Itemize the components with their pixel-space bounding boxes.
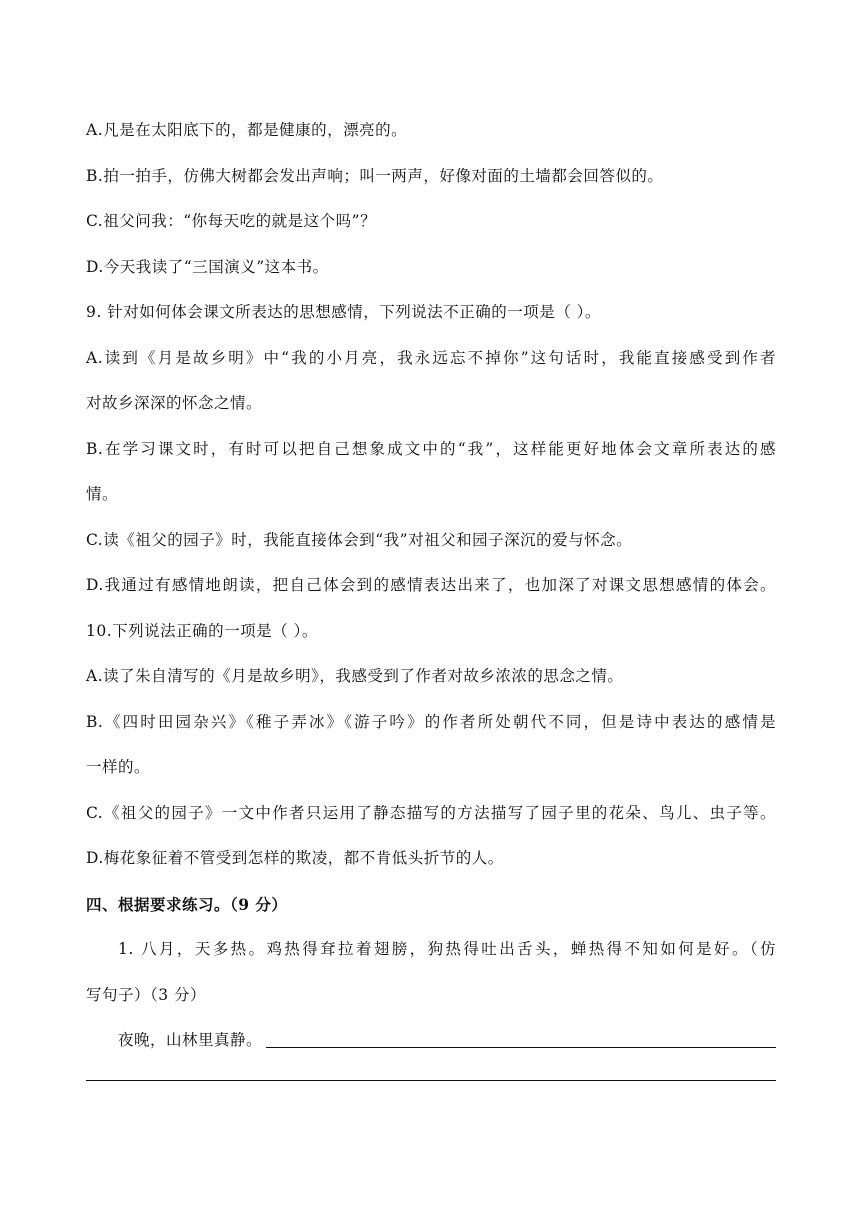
q10-option-c: C.《祖父的园子》一文中作者只运用了静态描写的方法描写了园子里的花朵、鸟儿、虫子等。 (86, 803, 776, 822)
q10-option-b-line1: B.《四时田园杂兴》《稚子弄冰》《游子吟》的作者所处朝代不同，但是诗中表达的感情是 (86, 712, 776, 731)
document-page (86, 108, 776, 1064)
q9-option-c: C.读《祖父的园子》时，我能直接体会到“我”对祖父和园子深沉的爱与怀念。 (86, 530, 633, 549)
q9-option-b-line1: B.在学习课文时，有时可以把自己想象成文中的“我”，这样能更好地体会文章所表达的感 (86, 439, 776, 458)
q9-option-a-line2: 对故乡深深的怀念之情。 (86, 394, 263, 412)
section-4-q1-line2: 写句子）（3 分） (86, 985, 207, 1004)
q8-option-b: B.拍一拍手，仿佛大树都会发出声响；叫一两声，好像对面的土墙都会回答似的。 (86, 166, 664, 185)
section-4-heading: 四、根据要求练习。（9 分） (86, 894, 288, 914)
q10-option-d: D.梅花象征着不管受到怎样的欺凌，都不肯低头折节的人。 (86, 849, 504, 867)
q9-stem: 9. 针对如何体会课文所表达的思想感情，下列说法不正确的一项是（ ）。 (86, 303, 601, 321)
q9-option-a-line1: A.读到《月是故乡明》中“我的小月亮，我永远忘不掉你”这句话时，我能直接感受到作者 (86, 348, 776, 367)
q8-option-c: C.祖父问我：“你每天吃的就是这个吗”？ (86, 212, 377, 230)
q10-option-b-line2: 一样的。 (86, 758, 151, 776)
q8-option-d: D.今天我读了“三国演义”这本书。 (86, 257, 329, 276)
q9-option-d: D.我通过有感情地朗读，把自己体会到的感情表达出来了，也加深了对课文思想感情的体会。 (86, 576, 776, 594)
answer-blank-line[interactable] (266, 1032, 776, 1048)
q10-stem: 10.下列说法正确的一项是（ ）。 (86, 621, 318, 640)
answer-row (86, 1018, 776, 1064)
q9-option-b-line2: 情。 (86, 485, 119, 503)
answer-prompt: 夜晚，山林里真静。 (118, 1031, 263, 1049)
section-4-q1-line1: 1. 八月，天多热。鸡热得耷拉着翅膀，狗热得吐出舌头，蝉热得不知如何是好。（仿 (118, 940, 776, 958)
q8-option-a: A.凡是在太阳底下的，都是健康的，漂亮的。 (86, 121, 408, 139)
q10-option-a: A.读了朱自清写的《月是故乡明》，我感受到了作者对故乡浓浓的思念之情。 (86, 667, 624, 685)
answer-blank-line-2[interactable] (86, 1080, 776, 1081)
